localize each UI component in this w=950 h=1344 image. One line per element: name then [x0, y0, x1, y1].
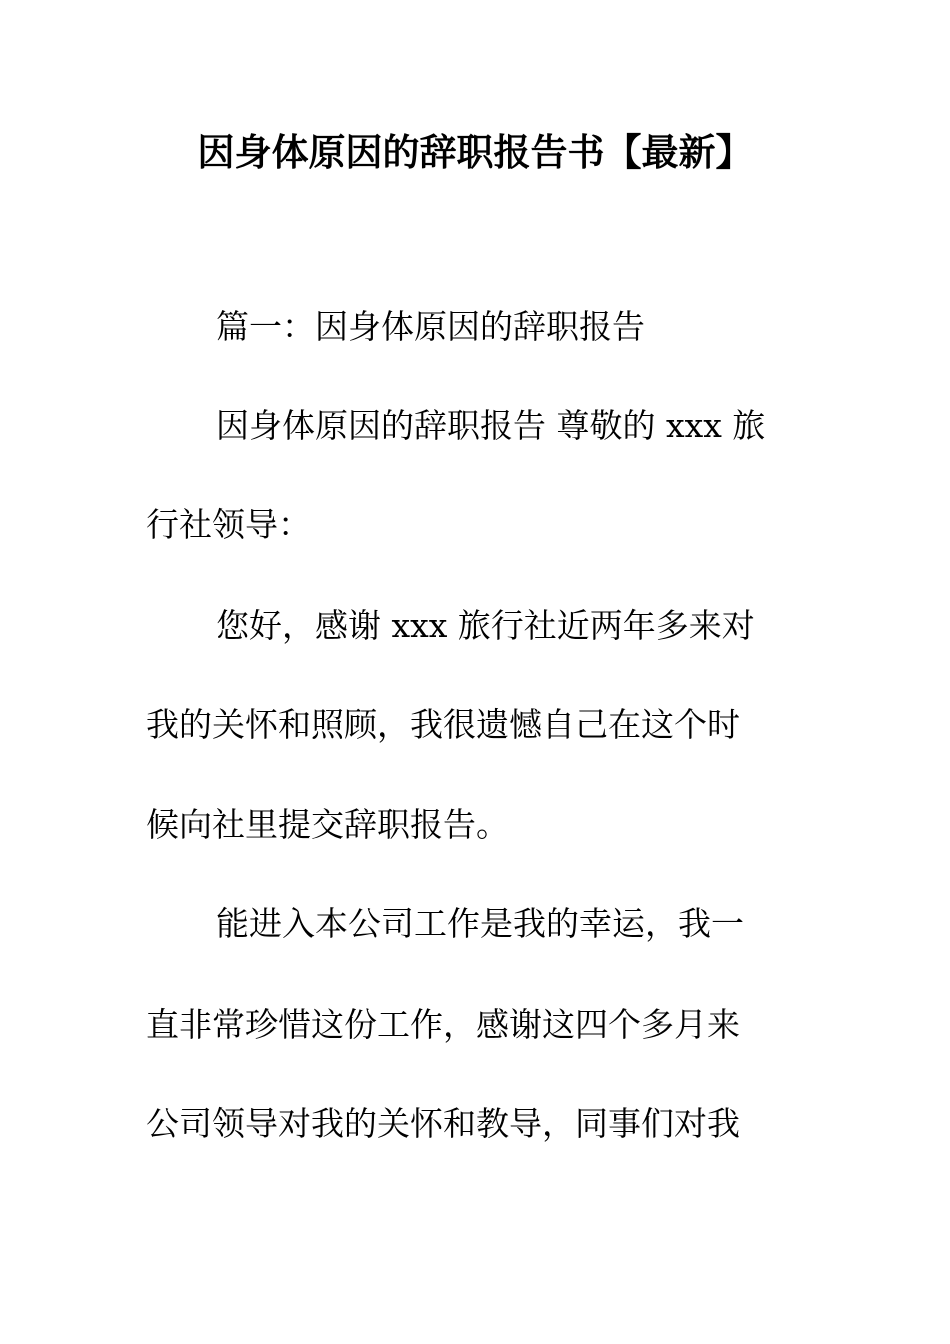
body-line: 公司领导对我的关怀和教导，同事们对我	[146, 1104, 740, 1143]
body-line: 我的关怀和照顾，我很遗憾自己在这个时	[146, 705, 740, 744]
body-line: 直非常珍惜这份工作，感谢这四个多月来	[146, 1005, 740, 1044]
body-line: 候向社里提交辞职报告。	[146, 805, 509, 844]
body-line: 能进入本公司工作是我的幸运，我一	[216, 904, 744, 943]
body-line: 您好，感谢 xxx 旅行社近两年多来对	[216, 606, 755, 645]
body-line: 因身体原因的辞职报告 尊敬的 xxx 旅	[216, 406, 766, 445]
document-title: 因身体原因的辞职报告书【最新】	[197, 131, 753, 174]
section-heading: 篇一：因身体原因的辞职报告	[216, 307, 645, 346]
body-line: 行社领导：	[146, 505, 311, 544]
